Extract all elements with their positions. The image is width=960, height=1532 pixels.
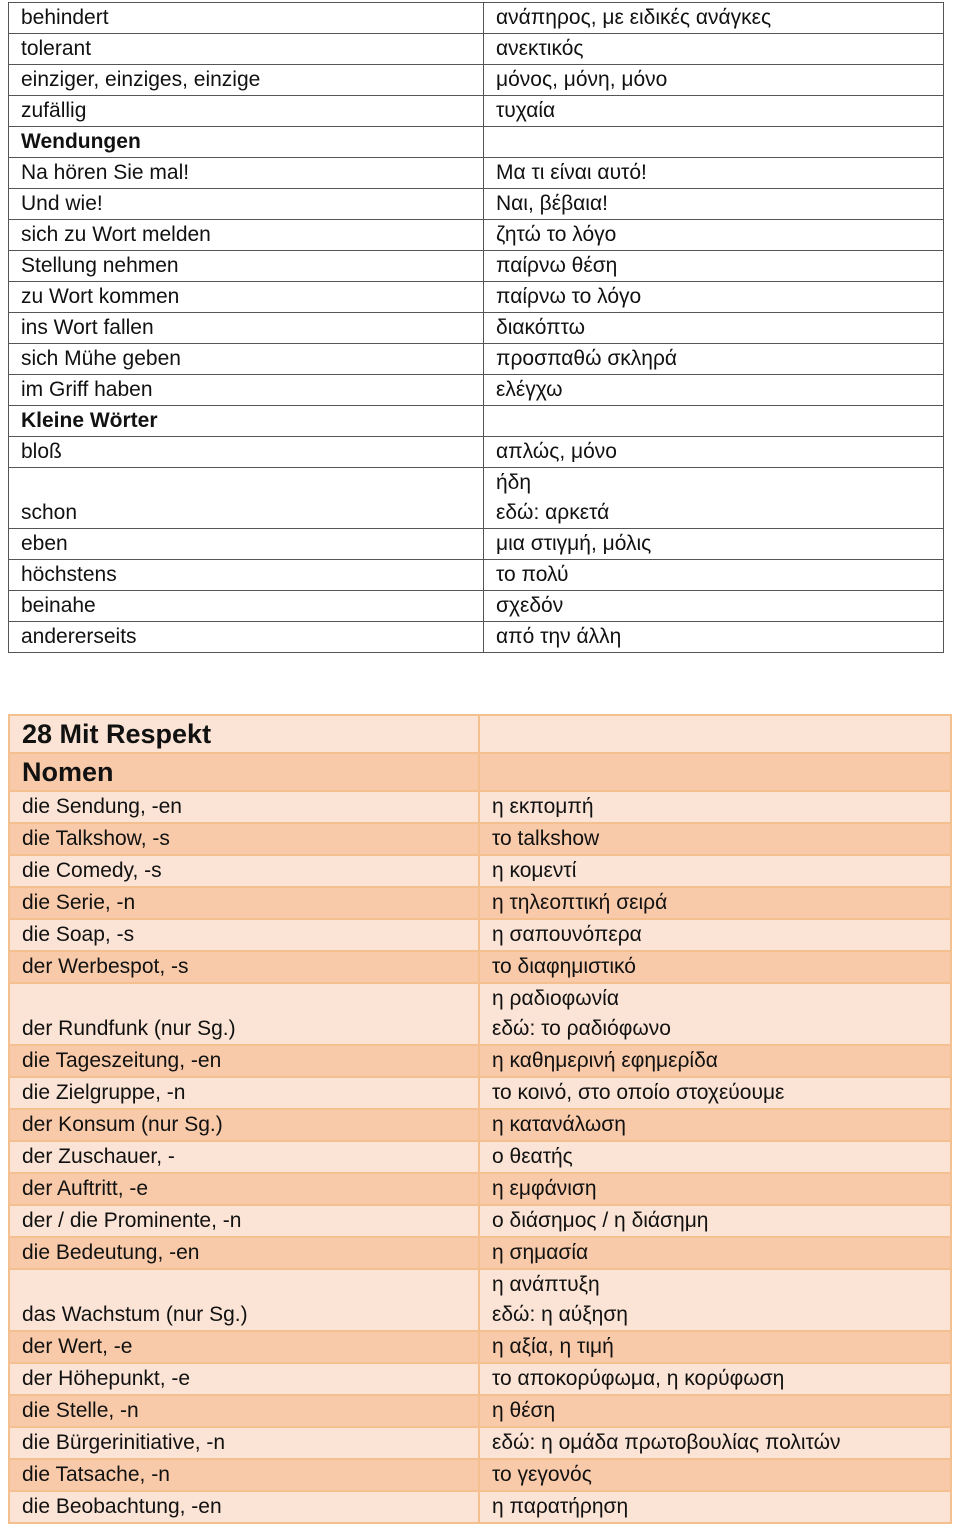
greek-translation (479, 1331, 951, 1363)
greek-translation (484, 375, 944, 406)
noun-row (9, 1045, 951, 1077)
greek-translation-line: η ανάπτυξη (492, 1273, 600, 1296)
german-term (9, 96, 484, 127)
german-noun: die Bedeutung, -en (9, 1237, 479, 1269)
vocab-row (9, 560, 944, 591)
greek-translation-line: απλώς, μόνο (496, 440, 617, 463)
german-noun: die Talkshow, -s (9, 823, 479, 855)
german-term (9, 560, 484, 591)
greek-translation-line: το talkshow (492, 827, 600, 850)
german-term (9, 65, 484, 96)
greek-translation-line: η κομεντί (492, 859, 577, 882)
german-term (9, 622, 484, 653)
german-term-line: im Griff haben (21, 378, 153, 401)
greek-translation (479, 1141, 951, 1173)
german-term-line: zu Wort kommen (21, 285, 180, 308)
greek-translation (479, 1363, 951, 1395)
german-term-line: Und wie! (21, 192, 103, 215)
noun-row (9, 1173, 951, 1205)
greek-translation-line: μια στιγμή, μόλις (496, 532, 652, 555)
german-term-line: zufällig (21, 99, 87, 122)
greek-translation-line: η εκπομπή (492, 795, 594, 818)
german-term-line: sich Mühe geben (21, 347, 181, 370)
greek-translation (484, 560, 944, 591)
greek-translation (479, 1459, 951, 1491)
german-noun: der Auftritt, -e (9, 1173, 479, 1205)
vocab-row (9, 220, 944, 251)
greek-translation-line: ήδη (496, 471, 532, 494)
greek-translation (479, 1427, 951, 1459)
german-term-line: eben (21, 532, 68, 555)
vocabulary-table-top-body (9, 3, 944, 653)
greek-translation-line: εδώ: αρκετά (496, 501, 610, 524)
vocab-row (9, 468, 944, 529)
greek-translation (479, 791, 951, 823)
greek-translation (484, 65, 944, 96)
greek-translation (479, 1491, 951, 1523)
german-term (9, 251, 484, 282)
german-term-line: schon (21, 501, 78, 524)
noun-row (9, 919, 951, 951)
chapter-heading-row (9, 715, 951, 753)
german-term-line: ins Wort fallen (21, 316, 154, 339)
german-noun: die Comedy, -s (9, 855, 479, 887)
german-term (9, 375, 484, 406)
greek-translation-line: ανεκτικός (496, 37, 584, 60)
german-term (9, 437, 484, 468)
greek-translation-line: η ραδιοφωνία (492, 987, 619, 1010)
section-heading-line: Wendungen (21, 130, 141, 153)
noun-row (9, 1109, 951, 1141)
vocab-row (9, 127, 944, 158)
german-term-line: sich zu Wort melden (21, 223, 211, 246)
noun-row (9, 1269, 951, 1331)
vocab-row (9, 3, 944, 34)
noun-row (9, 1363, 951, 1395)
german-term-line: höchstens (21, 563, 117, 586)
greek-translation-line: το διαφημιστικό (492, 955, 636, 978)
german-term (9, 282, 484, 313)
german-term (9, 468, 484, 529)
greek-translation (479, 1395, 951, 1427)
greek-translation-line: το κοινό, στο οποίο στοχεύουμε (492, 1081, 785, 1104)
german-noun: die Tageszeitung, -en (9, 1045, 479, 1077)
german-term (9, 591, 484, 622)
vocab-row (9, 375, 944, 406)
greek-translation (479, 1109, 951, 1141)
noun-row (9, 1141, 951, 1173)
greek-translation-line: εδώ: το ραδιόφωνο (492, 1017, 671, 1040)
german-term (9, 313, 484, 344)
noun-row (9, 791, 951, 823)
german-term-line: einziger, einziges, einzige (21, 68, 261, 91)
german-term (9, 34, 484, 65)
vocab-row (9, 96, 944, 127)
greek-translation (479, 887, 951, 919)
german-term (9, 529, 484, 560)
greek-translation (484, 251, 944, 282)
greek-translation-line: Μα τι είναι αυτό! (496, 161, 647, 184)
greek-translation (479, 951, 951, 983)
german-term (9, 158, 484, 189)
german-noun: das Wachstum (nur Sg.) (9, 1269, 479, 1331)
noun-row (9, 983, 951, 1045)
greek-translation-line: η κατανάλωση (492, 1113, 626, 1136)
section-heading-row (9, 753, 951, 791)
greek-translation (484, 3, 944, 34)
section-heading (9, 127, 484, 158)
greek-translation (479, 1077, 951, 1109)
vocab-row (9, 282, 944, 313)
vocab-row (9, 251, 944, 282)
chapter-title: 28 Mit Respekt (9, 715, 479, 753)
greek-translation (484, 220, 944, 251)
greek-translation (479, 983, 951, 1045)
greek-translation (479, 823, 951, 855)
greek-translation-line: σχεδόν (496, 594, 564, 617)
greek-translation-line: ελέγχω (496, 378, 563, 401)
greek-translation-line: προσπαθώ σκληρά (496, 347, 678, 370)
vocab-row (9, 591, 944, 622)
noun-row (9, 1077, 951, 1109)
german-term (9, 220, 484, 251)
greek-translation-line: διακόπτω (496, 316, 586, 339)
german-term-line: Stellung nehmen (21, 254, 179, 277)
greek-translation-line: μόνος, μόνη, μόνο (496, 68, 668, 91)
greek-translation-line: το αποκορύφωμα, η κορύφωση (492, 1367, 785, 1390)
section-title: Nomen (9, 753, 479, 791)
vocab-row (9, 189, 944, 220)
noun-row (9, 855, 951, 887)
greek-translation (479, 1205, 951, 1237)
greek-translation (484, 96, 944, 127)
greek-translation-line: ο διάσημος / η διάσημη (492, 1209, 709, 1232)
greek-translation-line: παίρνω το λόγο (496, 285, 642, 308)
german-noun: der Rundfunk (nur Sg.) (9, 983, 479, 1045)
greek-translation-line: ζητώ το λόγο (496, 223, 617, 246)
greek-translation-line: παίρνω θέση (496, 254, 618, 277)
german-noun: der Zuschauer, - (9, 1141, 479, 1173)
vocabulary-table-top (8, 2, 944, 653)
greek-translation (484, 282, 944, 313)
greek-translation-line: το πολύ (496, 563, 569, 586)
greek-translation (484, 437, 944, 468)
greek-translation (484, 529, 944, 560)
greek-translation (484, 158, 944, 189)
section-heading-line: Kleine Wörter (21, 409, 158, 432)
vocab-row (9, 529, 944, 560)
german-term-line: beinahe (21, 594, 96, 617)
vocab-row (9, 158, 944, 189)
greek-translation-line: η εμφάνιση (492, 1177, 597, 1200)
greek-translation-line: η σαπουνόπερα (492, 923, 642, 946)
greek-translation (479, 855, 951, 887)
greek-translation-line: τυχαία (496, 99, 556, 122)
greek-translation (479, 1173, 951, 1205)
german-noun: die Soap, -s (9, 919, 479, 951)
german-noun: der / die Prominente, -n (9, 1205, 479, 1237)
greek-translation-line: Ναι, βέβαια! (496, 192, 608, 215)
vocabulary-table-chapter-28-body (9, 715, 951, 1523)
greek-translation-line: η σημασία (492, 1241, 589, 1264)
greek-translation (484, 406, 944, 437)
greek-translation-line: εδώ: η αύξηση (492, 1303, 628, 1326)
german-term-line: bloß (21, 440, 62, 463)
vocab-row (9, 65, 944, 96)
greek-translation (479, 1045, 951, 1077)
german-noun: der Werbespot, -s (9, 951, 479, 983)
vocab-row (9, 622, 944, 653)
vocab-row (9, 344, 944, 375)
german-noun: die Tatsache, -n (9, 1459, 479, 1491)
noun-row (9, 951, 951, 983)
greek-translation-line: από την άλλη (496, 625, 622, 648)
german-noun: die Serie, -n (9, 887, 479, 919)
vocab-row (9, 313, 944, 344)
greek-translation (484, 344, 944, 375)
noun-row (9, 1427, 951, 1459)
greek-translation (479, 1237, 951, 1269)
greek-translation-line: η θέση (492, 1399, 556, 1422)
noun-row (9, 823, 951, 855)
greek-translation-line: ο θεατής (492, 1145, 573, 1168)
section-title-translation (479, 753, 951, 791)
german-noun: die Beobachtung, -en (9, 1491, 479, 1523)
german-noun: der Höhepunkt, -e (9, 1363, 479, 1395)
german-term-line: behindert (21, 6, 109, 29)
greek-translation (484, 313, 944, 344)
vocab-row (9, 406, 944, 437)
greek-translation (484, 591, 944, 622)
german-noun: die Bürgerinitiative, -n (9, 1427, 479, 1459)
noun-row (9, 1491, 951, 1523)
vocabulary-table-chapter-28 (8, 714, 952, 1524)
noun-row (9, 887, 951, 919)
greek-translation-line: η τηλεοπτική σειρά (492, 891, 668, 914)
noun-row (9, 1331, 951, 1363)
chapter-title-translation (479, 715, 951, 753)
greek-translation-line: το γεγονός (492, 1463, 592, 1486)
greek-translation (479, 919, 951, 951)
german-term-line: tolerant (21, 37, 92, 60)
german-term-line: andererseits (21, 625, 137, 648)
german-term (9, 344, 484, 375)
greek-translation-line: εδώ: η ομάδα πρωτοβουλίας πολιτών (492, 1431, 841, 1454)
german-noun: die Stelle, -n (9, 1395, 479, 1427)
german-noun: die Sendung, -en (9, 791, 479, 823)
german-term (9, 189, 484, 220)
german-noun: der Wert, -e (9, 1331, 479, 1363)
greek-translation (484, 34, 944, 65)
greek-translation (484, 622, 944, 653)
german-term (9, 3, 484, 34)
greek-translation (484, 127, 944, 158)
greek-translation-line: ανάπηρος, με ειδικές ανάγκες (496, 6, 772, 29)
greek-translation (484, 189, 944, 220)
noun-row (9, 1459, 951, 1491)
vocab-row (9, 34, 944, 65)
section-heading (9, 406, 484, 437)
greek-translation-line: η παρατήρηση (492, 1495, 629, 1518)
greek-translation (484, 468, 944, 529)
greek-translation (479, 1269, 951, 1331)
german-term-line: Na hören Sie mal! (21, 161, 190, 184)
greek-translation-line: η καθημερινή εφημερίδα (492, 1049, 718, 1072)
greek-translation-line: η αξία, η τιμή (492, 1335, 614, 1358)
noun-row (9, 1395, 951, 1427)
german-noun: die Zielgruppe, -n (9, 1077, 479, 1109)
vocab-row (9, 437, 944, 468)
noun-row (9, 1237, 951, 1269)
german-noun: der Konsum (nur Sg.) (9, 1109, 479, 1141)
noun-row (9, 1205, 951, 1237)
